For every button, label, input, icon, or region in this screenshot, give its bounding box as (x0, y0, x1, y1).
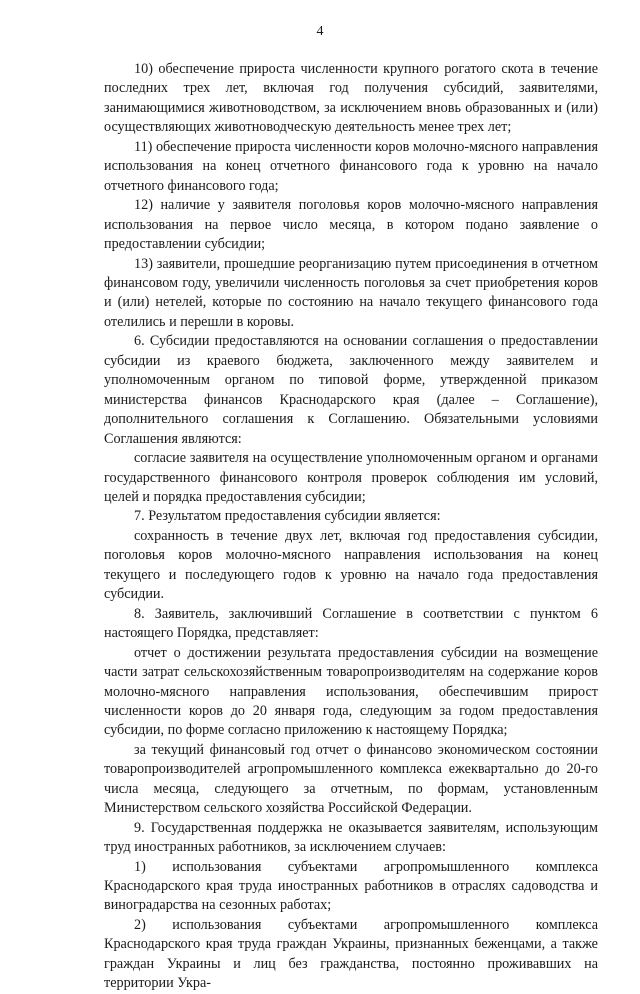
page-number: 4 (316, 24, 324, 39)
section-6: 6. Субсидии предоставляются на основании соглашения о предоставлении субсидии из краевого бюджета, заключенного между заявителем и уполномоченным органом по типовой форме, утвержденной приказом министерства финансов Краснодарского края (далее – Соглашение), дополнительного соглашения к Соглашению. Обязательными условиями Соглашения являются: (104, 333, 598, 447)
document-body (104, 60, 598, 994)
paragraph-10: 10) обеспечение прироста численности крупного рогатого скота в течение последних трех лет, включая год получения субсидий, заявителями, занимающимися животноводством, за исключением вновь образованных и (или) осуществляющих животноводческую деятельность менее трех лет; (104, 61, 598, 136)
section-8-financial-report: за текущий финансовый год отчет о финансово экономическом состоянии товаропроизводителей агропромышленного комплекса ежеквартально до 20-го числа месяца, следующего за отчетным, по формам, установленным Министерством сельского хозяйства Российской Федерации. (104, 741, 598, 817)
section-9-item-1: 1) использования субъектами агропромышленного комплекса Краснодарского края труда иностранных работников в отраслях садоводства и виноградарства на сезонных работах; (104, 858, 598, 914)
paragraph-11: 11) обеспечение прироста численности коров молочно-мясного направления использования на конец отчетного финансового года к уровню на начало отчетного финансового года; (104, 138, 598, 194)
section-6-condition: согласие заявителя на осуществление уполномоченным органом и органами государственного финансового контроля проверок соблюдения им условий, целей и порядка предоставления субсидии; (104, 450, 598, 505)
section-9: 9. Государственная поддержка не оказывается заявителям, использующим труд иностранных работников, за исключением случаев: (104, 819, 598, 856)
section-8-report: отчет о достижении результата предоставления субсидии на возмещение части затрат сельскохозяйственным товаропроизводителям на содержание коров молочно-мясного направления использования, обеспечившим прирост численности коров до 20 января года, следующим за годом предоставления субсидии, по форме согласно приложению к настоящему Порядка; (104, 644, 598, 739)
section-7-result: сохранность в течение двух лет, включая год предоставления субсидии, поголовья коров молочно-мясного направления использования на конец текущего и последующего годов к уровню на начало года предоставления субсидии. (104, 527, 598, 603)
paragraph-13: 13) заявители, прошедшие реорганизацию путем присоединения в отчетном финансовом году, увеличили численность поголовья за счет приобретения коров и (или) нетелей, которые по состоянию на начало текущего финансового года отелились и перешли в коровы. (104, 255, 598, 330)
section-8: 8. Заявитель, заключивший Соглашение в соответствии с пунктом 6 настоящего Порядка, представляет: (104, 605, 598, 642)
section-7: 7. Результатом предоставления субсидии является: (134, 508, 441, 525)
paragraph-12: 12) наличие у заявителя поголовья коров молочно-мясного направления использования на первое число месяца, в котором подано заявление о предоставлении субсидии; (104, 197, 598, 253)
section-9-item-2: 2) использования субъектами агропромышленного комплекса Краснодарского края труда граждан Украины, признанных беженцами, а также граждан Украины и лиц без гражданства, постоянно проживавших на территории Укра- (104, 916, 598, 992)
